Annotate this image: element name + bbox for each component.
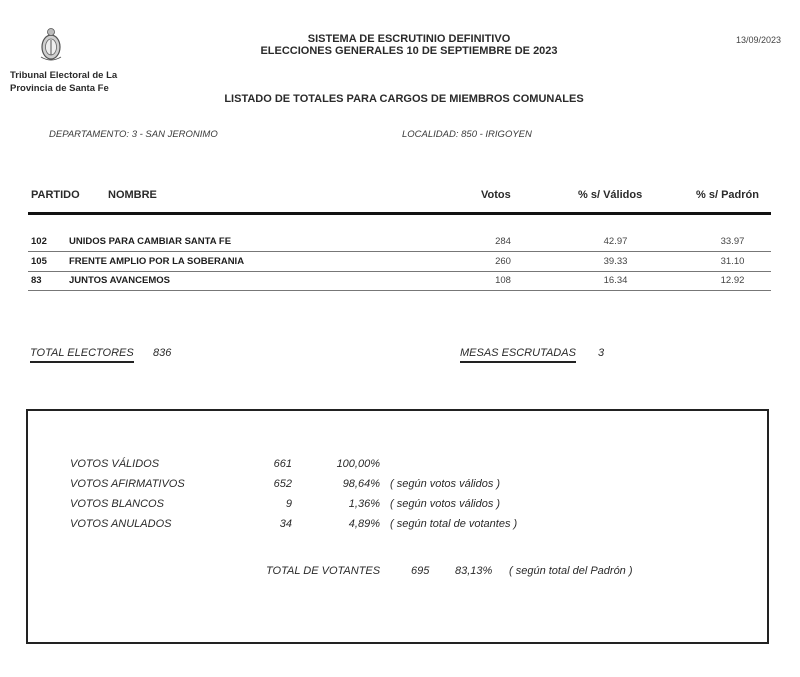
partido-code: 83 [31,275,42,286]
summary-label: VOTOS ANULADOS [70,518,172,530]
pct-validos: 16.34 [603,275,628,286]
table-row [28,271,771,291]
pct-validos: 42.97 [603,236,628,247]
election-title: ELECCIONES GENERALES 10 DE SEPTIEMBRE DE 2023 [260,45,558,57]
summary-note: ( según votos válidos ) [390,498,501,510]
table-row [28,252,771,272]
localidad: LOCALIDAD: 850 - IRIGOYEN [402,129,532,140]
pct-padron: 33.97 [720,236,745,247]
summary-label: VOTOS AFIRMATIVOS [70,478,185,490]
total-votantes-note: ( según total del Padrón ) [509,565,633,577]
header-divider [28,212,771,215]
votos: 284 [495,236,511,247]
total-votantes-value: 695 [411,565,430,577]
summary-label: VOTOS BLANCOS [70,498,164,510]
total-electores-label: TOTAL ELECTORES [30,347,134,363]
organization-line-2: Provincia de Santa Fe [10,83,109,94]
partido-name: UNIDOS PARA CAMBIAR SANTA FE [69,236,232,247]
votos: 108 [495,275,511,286]
document-title: SISTEMA DE ESCRUTINIO DEFINITIVO [307,33,511,45]
summary-note: ( según votos válidos ) [390,478,501,490]
summary-pct: 1,36% [348,498,380,510]
partido-code: 102 [31,236,47,247]
report-subtitle: LISTADO DE TOTALES PARA CARGOS DE MIEMBROS COMUNALES [224,93,584,105]
pct-padron: 31.10 [720,256,745,267]
summary-pct: 100,00% [336,458,380,470]
summary-label: VOTOS VÁLIDOS [70,458,160,470]
total-votantes-pct: 83,13% [455,565,493,577]
pct-validos: 39.33 [603,256,628,267]
partido-code: 105 [31,256,47,267]
summary-note: ( según total de votantes ) [390,518,518,530]
departamento: DEPARTAMENTO: 3 - SAN JERONIMO [49,129,218,140]
column-header-pct-validos: % s/ Válidos [578,189,643,201]
partido-name: FRENTE AMPLIO POR LA SOBERANIA [69,256,245,267]
total-votantes-label: TOTAL DE VOTANTES [266,565,381,577]
partido-name: JUNTOS AVANCEMOS [69,275,170,286]
summary-pct: 98,64% [342,478,380,490]
report-date: 13/09/2023 [736,35,782,45]
column-header-votos: Votos [481,189,511,201]
mesas-escrutadas-value: 3 [598,347,605,359]
summary-value: 34 [279,518,292,530]
summary-value: 9 [285,498,292,510]
table-row [28,232,771,252]
summary-value: 661 [273,458,292,470]
organization-name [10,69,117,95]
organization-line-1: Tribunal Electoral de La [10,70,118,81]
column-header-pct-padron: % s/ Padrón [696,189,759,201]
pct-padron: 12.92 [720,275,745,286]
summary-value: 652 [273,478,292,490]
total-electores-value: 836 [153,347,172,359]
mesas-escrutadas-label: MESAS ESCRUTADAS [460,347,576,363]
column-header-partido: PARTIDO [31,189,80,201]
summary-pct: 4,89% [348,518,380,530]
column-header-nombre: NOMBRE [108,189,157,201]
votos: 260 [495,256,511,267]
